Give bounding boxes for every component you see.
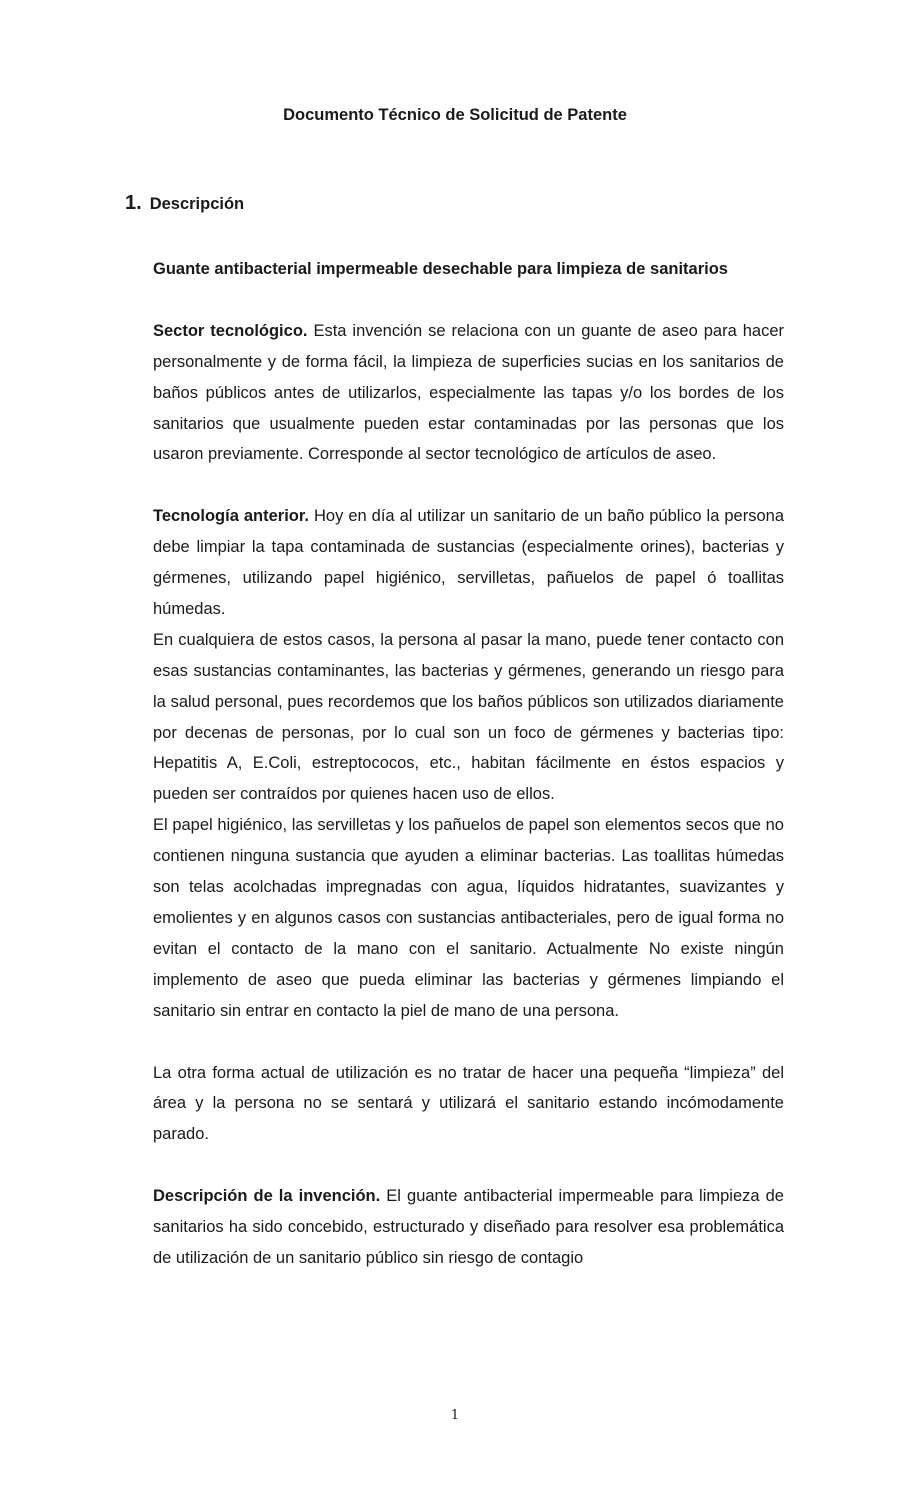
invention-paragraph	[153, 1181, 784, 1274]
sector-text: Esta invención se relaciona con un guante de aseo para hacer personalmente y de forma fácil, la limpieza de superficies sucias en los sanitarios de baños públicos antes de utilizarlos, especialmente las tapas y/o los bordes de los sanitarios que usualmente pueden estar contaminadas por las personas que los usaron previamente. Corresponde al sector tecnológico de artículos de aseo.	[153, 321, 784, 464]
section-heading	[125, 192, 244, 215]
document-body	[153, 254, 784, 1274]
sector-lead: Sector tecnológico.	[153, 321, 308, 340]
invention-lead: Descripción de la invención.	[153, 1187, 381, 1206]
prior-art-paragraph	[153, 501, 784, 625]
page-number: 1	[450, 1408, 460, 1423]
prior-art-paragraph-2: En cualquiera de estos casos, la persona al pasar la mano, puede tener contacto con esas sustancias contaminantes, las bacterias y gérmenes, generando un riesgo para la salud personal, pues recordemos que los baños públicos son utilizados diariamente por decenas de personas, por lo cual son un foco de gérmenes y bacterias tipo: Hepatitis A, E.Coli, estreptococos, etc., habitan fácilmente en éstos espacios y pueden ser contraídos por quienes hacen uso de ellos.	[153, 630, 784, 804]
section-title: Descripción	[149, 195, 245, 213]
invention-subtitle: Guante antibacterial impermeable desechable para limpieza de sanitarios	[153, 260, 728, 278]
document-title: Documento Técnico de Solicitud de Patente	[283, 106, 627, 124]
prior-art-lead: Tecnología anterior.	[153, 507, 309, 526]
prior-art-text: Hoy en día al utilizar un sanitario de un baño público la persona debe limpiar la tapa contaminada de sustancias (especialmente orines), bacterias y gérmenes, utilizando papel higiénico, servilletas, pañuelos de papel ó toallitas húmedas.	[153, 507, 785, 618]
prior-art-paragraph-3: El papel higiénico, las servilletas y los pañuelos de papel son elementos secos que no contienen ninguna sustancia que ayuden a eliminar bacterias. Las toallitas húmedas son telas acolchadas impregnadas con agua, líquidos hidratantes, suavizantes y emolientes y en algunos casos con sustancias antibacteriales, pero de igual forma no evitan el contacto de la mano con el sanitario. Actualmente No existe ningún implemento de aseo que pueda eliminar las bacterias y gérmenes limpiando el sanitario sin entrar en contacto la piel de mano de una persona.	[153, 816, 784, 1020]
invention-text: El guante antibacterial impermeable para limpieza de sanitarios ha sido concebido, estructurado y diseñado para resolver esa problemática de utilización de un sanitario público sin riesgo de contagio	[153, 1187, 784, 1267]
prior-art-paragraph-4: La otra forma actual de utilización es no tratar de hacer una pequeña “limpieza” del área y la persona no se sentará y utilizará el sanitario estando incómodamente parado.	[153, 1063, 784, 1144]
sector-paragraph	[153, 316, 784, 471]
section-number: 1.	[125, 192, 142, 214]
